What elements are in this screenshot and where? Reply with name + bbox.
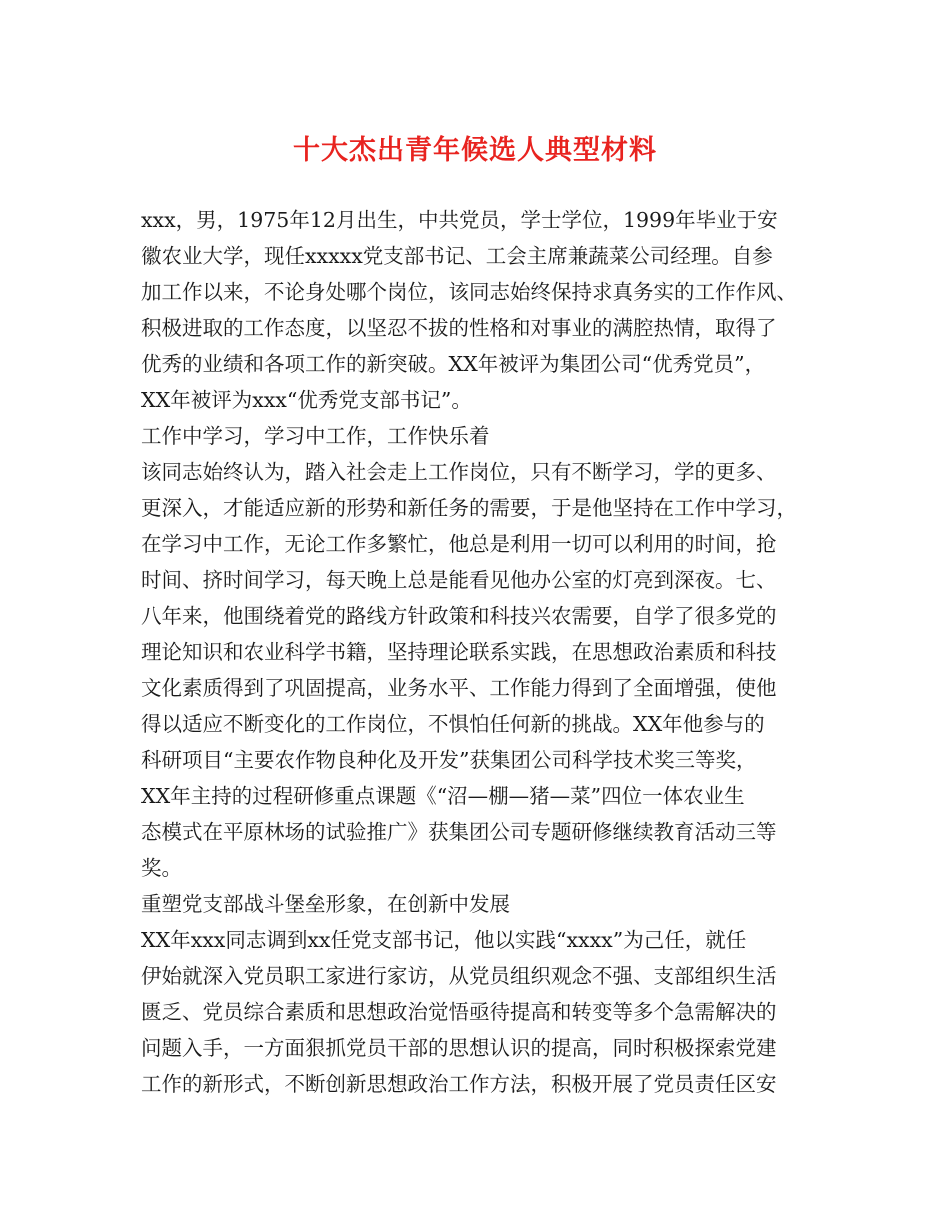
body-line: 八年来，他围绕着党的路线方针政策和科技兴农需要，自学了很多党的	[141, 604, 777, 628]
body-line: XX年xxx同志调到xx任党支部书记，他以实践“xxxx”为己任，就任	[141, 928, 747, 952]
body-line: xxx，男，1975年12月出生，中共党员，学士学位，1999年毕业于安	[141, 208, 778, 232]
body-line: 时间、挤时间学习，每天晚上总是能看见他办公室的灯亮到深夜。七、	[141, 568, 777, 592]
body-line: 更深入，才能适应新的形势和新任务的需要，于是他坚持在工作中学习，	[141, 496, 797, 520]
body-line: 优秀的业绩和各项工作的新突破。XX年被评为集团公司“优秀党员”，	[141, 352, 766, 376]
body-line: 文化素质得到了巩固提高，业务水平、工作能力得到了全面增强，使他	[141, 676, 777, 700]
section-heading: 工作中学习，学习中工作，工作快乐着	[141, 424, 490, 448]
body-line: 科研项目“主要农作物良种化及开发”获集团公司科学技术奖三等奖，	[141, 748, 757, 772]
body-line: 加工作以来，不论身处哪个岗位，该同志始终保持求真务实的工作作风、	[141, 280, 797, 304]
body-line: 态模式在平原林场的试验推广》获集团公司专题研修继续教育活动三等	[141, 820, 777, 844]
body-line: 工作的新形式，不断创新思想政治工作方法，积极开展了党员责任区安	[141, 1072, 777, 1096]
body-line: 问题入手，一方面狠抓党员干部的思想认识的提高，同时积极探索党建	[141, 1036, 777, 1060]
body-line: 徽农业大学，现任xxxxx党支部书记、工会主席兼蔬菜公司经理。自参	[141, 244, 773, 268]
body-line: 伊始就深入党员职工家进行家访，从党员组织观念不强、支部组织生活	[141, 964, 777, 988]
body-line: 积极进取的工作态度，以坚忍不拔的性格和对事业的满腔热情，取得了	[141, 316, 777, 340]
body-line: 理论知识和农业科学书籍，坚持理论联系实践，在思想政治素质和科技	[141, 640, 777, 664]
body-line: XX年主持的过程研修重点课题《“沼—棚—猪—菜”四位一体农业生	[141, 784, 745, 808]
body-line: 匮乏、党员综合素质和思想政治觉悟亟待提高和转变等多个急需解决的	[141, 1000, 777, 1024]
body-line: 奖。	[141, 856, 182, 880]
body-line: 得以适应不断变化的工作岗位，不惧怕任何新的挑战。XX年他参与的	[141, 712, 765, 736]
body-line: XX年被评为xxx“优秀党支部书记”。	[141, 388, 472, 412]
document-title: 十大杰出青年候选人典型材料	[293, 135, 657, 166]
section-heading: 重塑党支部战斗堡垒形象，在创新中发展	[141, 892, 510, 916]
body-line: 在学习中工作，无论工作多繁忙，他总是利用一切可以利用的时间，抢	[141, 532, 777, 556]
body-line: 该同志始终认为，踏入社会走上工作岗位，只有不断学习，学的更多、	[141, 460, 777, 484]
